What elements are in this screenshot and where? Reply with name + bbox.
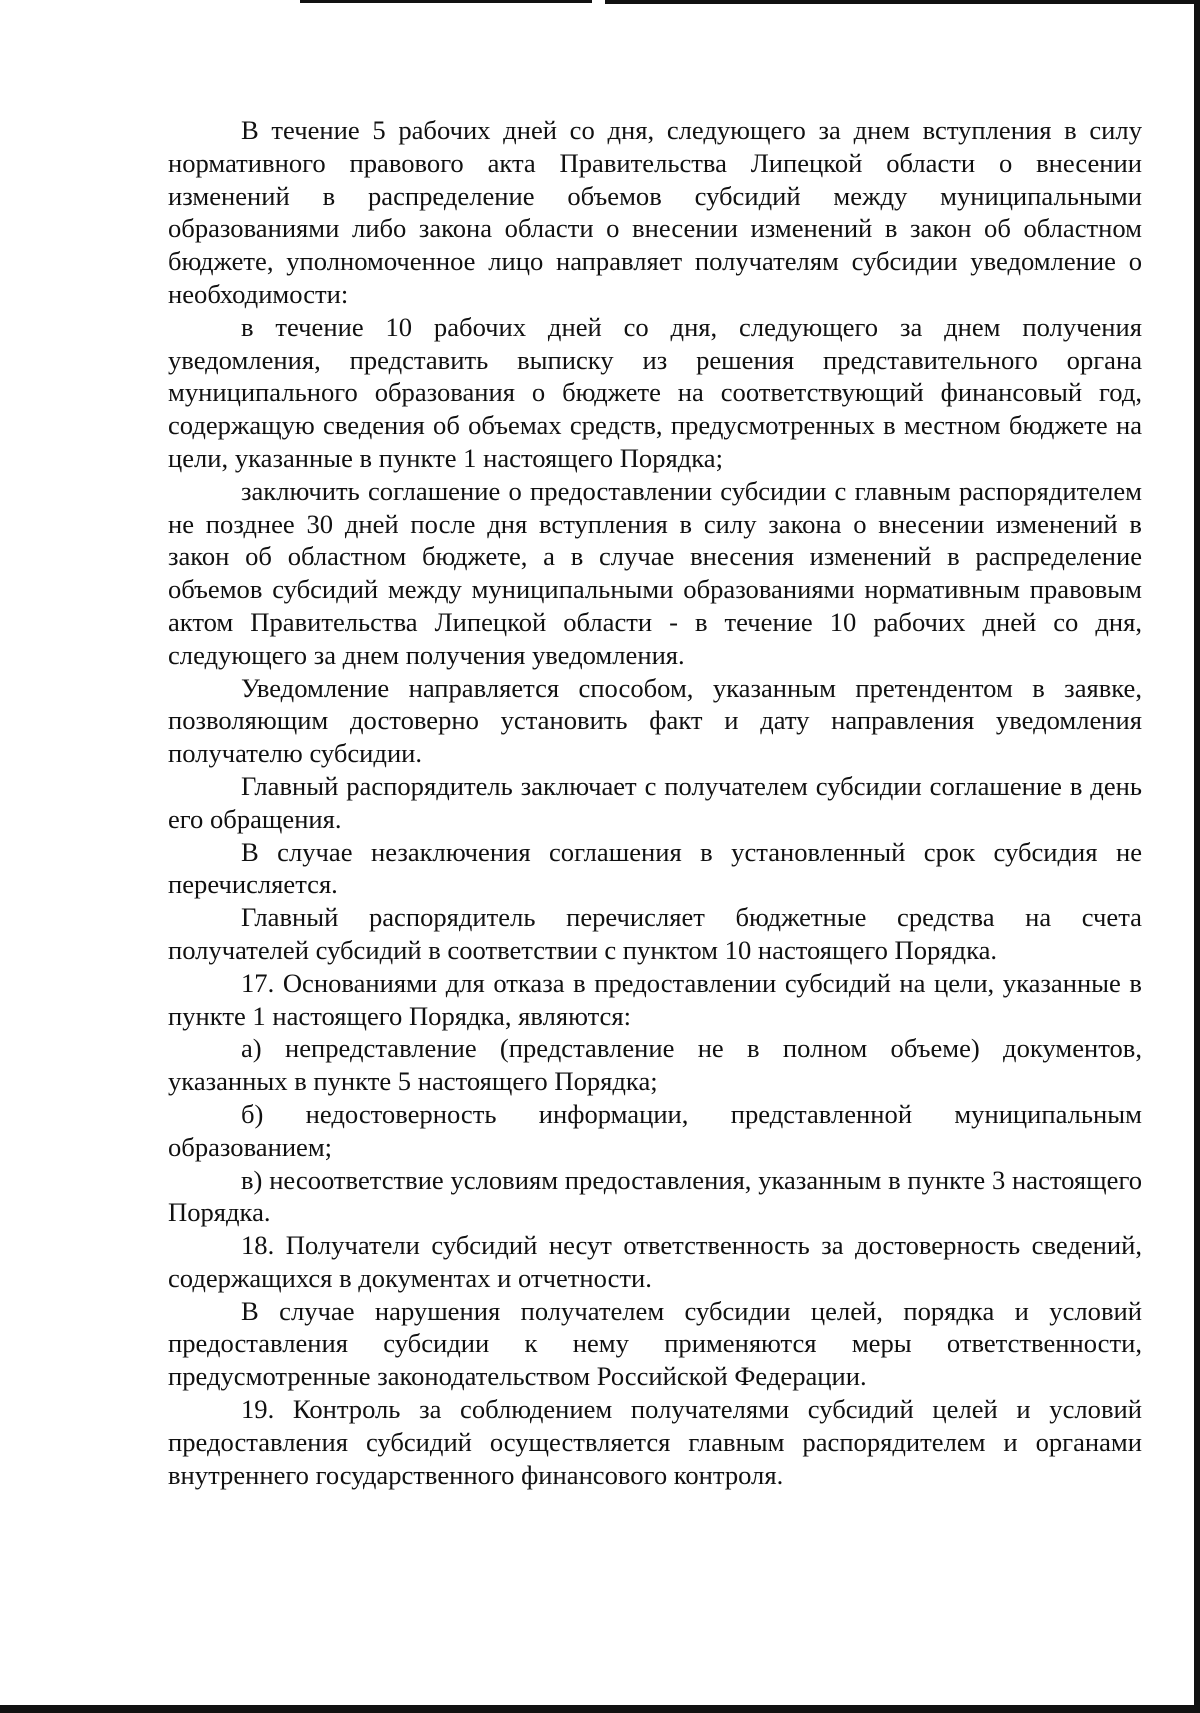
paragraph-item-18: 18. Получатели субсидий несут ответственность за достоверность сведений, содержащихся в документах и отчетности.: [168, 1230, 1142, 1293]
scan-edge-bottom: [0, 1705, 1200, 1713]
paragraph-budget-extract: в течение 10 рабочих дней со дня, следующего за днем получения уведомления, представить выписку из решения представительного органа муниципального образования о бюджете на соответствующий финансовый год, содержащую сведения об объемах средств, предусмотренных в местном бюджете на цели, указанные в пункте 1 настоящего Порядка;: [168, 311, 1142, 473]
scan-edge-right: [1194, 0, 1200, 1713]
document-body: [168, 114, 1142, 1491]
paragraph-no-agreement: В случае незаключения соглашения в установленный срок субсидия не перечисляется.: [168, 836, 1142, 900]
paragraph-item-17: 17. Основаниями для отказа в предоставлении субсидий на цели, указанные в пункте 1 настоящего Порядка, являются:: [168, 967, 1142, 1031]
paragraph-notification-method: Уведомление направляется способом, указанным претендентом в заявке, позволяющим достоверно установить факт и дату направления уведомления получателю субсидии.: [168, 672, 1142, 769]
paragraph-conclude-agreement: заключить соглашение о предоставлении субсидии с главным распорядителем не позднее 30 дней после дня вступления в силу закона о внесении изменений в закон об областном бюджете, а в случае внесения изменений в распределение объемов субсидий между муниципальными образованиями нормативным правовым актом Правительства Липецкой области - в течение 10 рабочих дней со дня, следующего за днем получения уведомления.: [168, 475, 1142, 670]
scan-edge-top-right: [605, 0, 1200, 4]
paragraph-item-17a: а) непредставление (представление не в полном объеме) документов, указанных в пункте 5 настоящего Порядка;: [168, 1033, 1142, 1097]
paragraph-item-19: 19. Контроль за соблюдением получателями субсидий целей и условий предоставления субсидий осуществляется главным распорядителем и органами внутреннего государственного финансового контроля.: [168, 1394, 1142, 1490]
paragraph-item-17b: б) недостоверность информации, представленной муниципальным образованием;: [168, 1098, 1142, 1162]
paragraph-liability: В случае нарушения получателем субсидии целей, порядка и условий предоставления субсидии к нему применяются меры ответственности, предусмотренные законодательством Российской Федерации.: [168, 1295, 1142, 1392]
paragraph-agreement-day: Главный распорядитель заключает с получателем субсидии соглашение в день его обращения.: [168, 770, 1142, 834]
paragraph-item-17c: в) несоответствие условиям предоставления, указанным в пункте 3 настоящего Порядка.: [168, 1164, 1142, 1228]
scan-edge-top-left: [300, 0, 592, 3]
paragraph-notification-deadline: В течение 5 рабочих дней со дня, следующего за днем вступления в силу нормативного правового акта Правительства Липецкой области о внесении изменений в распределение объемов субсидий между муниципальными образованиями либо закона области о внесении изменений в закон об областном бюджете, уполномоченное лицо направляет получателям субсидии уведомление о необходимости:: [168, 115, 1142, 309]
paragraph-transfer-funds: Главный распорядитель перечисляет бюджетные средства на счета получателей субсидий в соответствии с пунктом 10 настоящего Порядка.: [168, 902, 1142, 965]
